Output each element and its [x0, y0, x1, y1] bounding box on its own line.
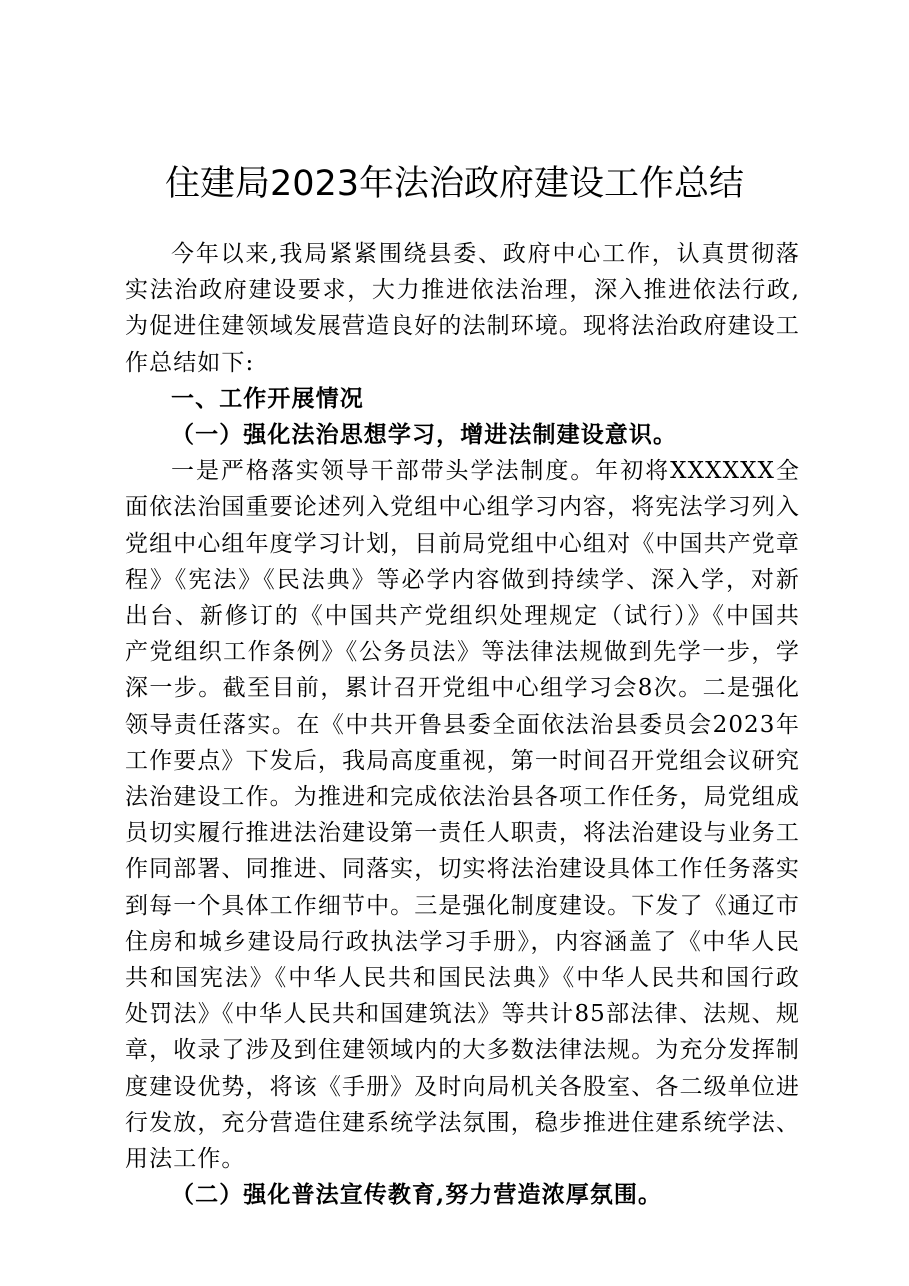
intro-paragraph: 今年以来,我局紧紧围绕县委、政府中心工作，认真贯彻落实法治政府建设要求，大力推进依法治理，深入推进依法行政,为促进住建领域发展营造良好的法制环境。现将法治政府建设工作总结如下:	[125, 241, 800, 376]
subsection-heading-publicity: （二）强化普法宣传教育,努力营造浓厚氛围。	[171, 1181, 663, 1209]
document-title: 住建局2023年法治政府建设工作总结	[164, 164, 745, 204]
section-heading-work-status: 一、工作开展情况	[171, 385, 364, 412]
document-body	[125, 236, 800, 1213]
subsection-heading-study: （一）强化法治思想学习，增进法制建设意识。	[171, 421, 678, 449]
subsection-body-study: 一是严格落实领导干部带头学法制度。年初将XXXXXX全面依法治国重要论述列入党组中心组学习内容，将宪法学习列入党组中心组年度学习计划，目前局党组中心组对《中国共产党章程》《宪法》《民法典》等必学内容做到持续学、深入学，对新出台、新修订的《中国共产党组织处理规定（试行）》《中国共产党组织工作条例》《公务员法》等法律法规做到先学一步，学深一步。截至目前，累计召开党组中心组学习会8次。二是强化领导责任落实。在《中共开鲁县委全面依法治县委员会2023年工作要点》下发后，我局高度重视，第一时间召开党组会议研究法治建设工作。为推进和完成依法治县各项工作任务，局党组成员切实履行推进法治建设第一责任人职责，将法治建设与业务工作同部署、同推进、同落实，切实将法治建设具体工作任务落实到每一个具体工作细节中。三是强化制度建设。下发了《通辽市住房和城乡建设局行政执法学习手册》，内容涵盖了《中华人民共和国宪法》《中华人民共和国民法典》《中华人民共和国行政处罚法》《中华人民共和国建筑法》等共计85部法律、法规、规章，收录了涉及到住建领域内的大多数法律法规。为充分发挥制度建设优势，将该《手册》及时向局机关各股室、各二级单位进行发放，充分营造住建系统学法氛围，稳步推进住建系统学法、用法工作。	[125, 458, 800, 1173]
